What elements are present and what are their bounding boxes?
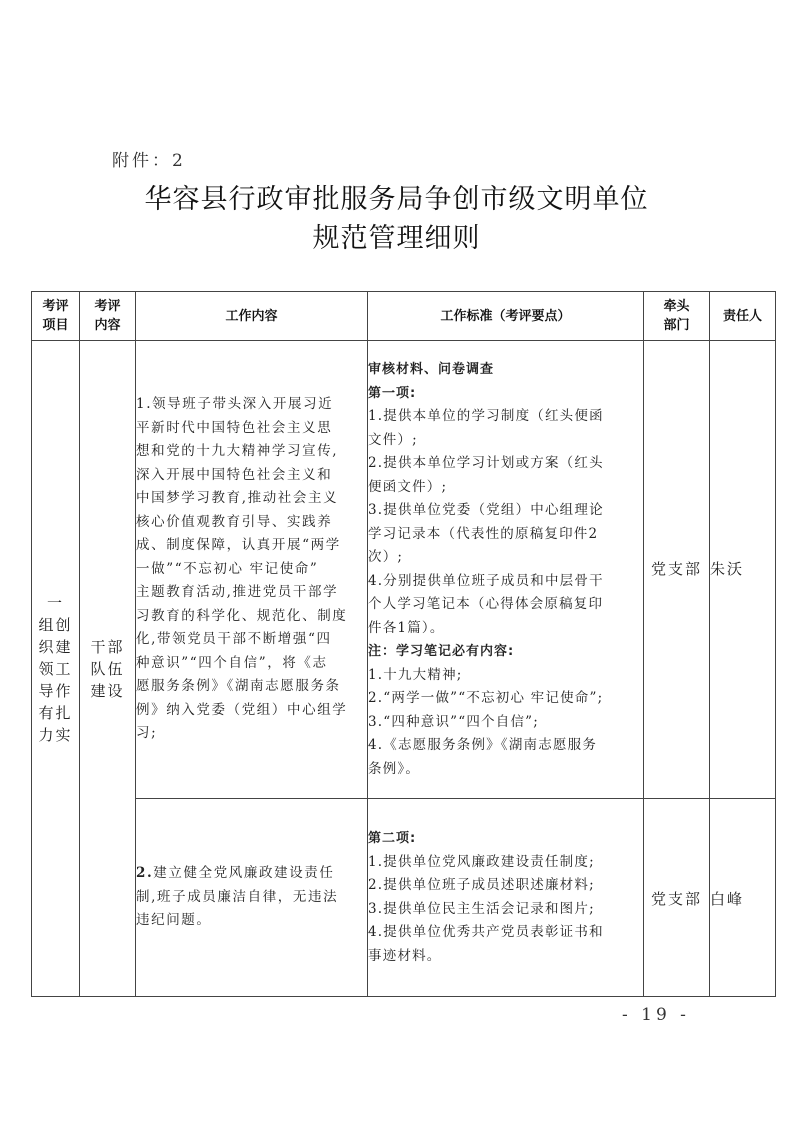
standard-item: 学习记录本（代表性的原稿复印件2: [368, 525, 599, 542]
standard-section-title: 第一项:: [368, 385, 417, 401]
header-text: 考评: [42, 299, 69, 314]
standard-item: 文件）;: [368, 431, 418, 448]
header-work-standard: 工作标准（考评要点）: [368, 292, 644, 341]
work-standard-cell: [368, 341, 644, 799]
category-number: 一: [46, 593, 64, 612]
standard-item: 4.提供单位优秀共产党员表彰证书和: [368, 924, 604, 940]
standard-item: 次）;: [368, 549, 404, 565]
standard-note-item: 1.十九大精神;: [368, 666, 463, 683]
work-content-line: 想和党的十九大精神学习宣传,: [136, 443, 339, 460]
document-title-line-2: 规范管理细则: [312, 223, 481, 254]
header-text: 内容: [94, 318, 121, 333]
work-content-line: 习;: [136, 725, 158, 742]
work-content-line: 愿服务条例》《湖南志愿服务条: [136, 678, 341, 695]
header-responsible-person: 责任人: [710, 292, 776, 341]
category-text: 领工: [38, 659, 73, 678]
category-text: 力实: [38, 725, 73, 744]
standard-item: 2.提供本单位学习计划或方案（红头: [368, 455, 604, 471]
header-evaluation-content: [80, 292, 136, 341]
standard-item: 事迹材料。: [368, 947, 442, 964]
work-content-line: 一做”“不忘初心 牢记使命”: [136, 560, 319, 577]
category-text: 组创: [38, 615, 73, 634]
standard-item: 2.提供单位班子成员述职述廉材料;: [368, 877, 595, 893]
standard-note-heading: 注：学习笔记必有内容:: [368, 644, 515, 659]
standard-item: 3.提供单位党委（党组）中心组理论: [368, 502, 604, 518]
standard-note-item: 3.“四种意识”“四个自信”;: [368, 713, 540, 730]
sub-category-text: 建设: [90, 681, 125, 700]
work-content-cell: [136, 799, 368, 997]
category-text: 织建: [38, 637, 73, 656]
work-content-number: 2.: [136, 865, 154, 882]
work-content-line: 核心价值观教育引导、实践养: [136, 513, 333, 530]
standard-note-item: 条例》。: [368, 760, 421, 777]
work-content-line: 深入开展中国特色社会主义和: [136, 466, 333, 483]
work-content-line: 违纪问题。: [136, 912, 212, 929]
category-cell: [32, 341, 80, 997]
work-content-line: 平新时代中国特色社会主义思: [136, 419, 333, 436]
table-row: [32, 799, 776, 997]
page-number: - 19 -: [622, 1005, 690, 1025]
standard-section-title: 第二项:: [368, 831, 417, 846]
attachment-label: 附件：2: [112, 151, 186, 171]
lead-department-cell: 党支部: [644, 799, 710, 997]
responsible-person-cell: 朱沃: [710, 341, 776, 799]
work-content-line: 种意识”“四个自信”，将《志: [136, 654, 328, 671]
header-lead-department: [644, 292, 710, 341]
work-content-line: 化,带领党员干部不断增强“四: [136, 631, 332, 648]
sub-category-text: 队伍: [90, 659, 125, 678]
standard-item: 3.提供单位民主生活会记录和图片;: [368, 900, 595, 917]
table-header-row: [32, 292, 776, 341]
document-title-line-1: 华容县行政审批服务局争创市级文明单位: [144, 184, 649, 215]
work-content-line: 习教育的科学化、规范化、制度: [136, 607, 348, 624]
category-text: 有扎: [38, 703, 73, 722]
work-content-line: 2.建立健全党风廉政建设责任: [136, 865, 335, 882]
standard-heading: 审核材料、问卷调查: [368, 362, 495, 377]
standard-item: 1.提供单位党风廉政建设责任制度;: [368, 853, 595, 870]
sub-category-cell: [80, 341, 136, 997]
standard-item: 件各1篇）。: [368, 619, 445, 636]
lead-department-cell: 党支部: [644, 341, 710, 799]
standard-item: 便函文件）;: [368, 478, 448, 495]
header-text: 牵头: [663, 299, 690, 314]
management-rules-table: [31, 291, 776, 997]
header-work-content: 工作内容: [136, 292, 368, 341]
table-row: [32, 341, 776, 799]
standard-note-item: 4.《志愿服务条例》《湖南志愿服务: [368, 737, 598, 753]
sub-category-text: 干部: [90, 637, 125, 656]
standard-item: 1.提供本单位的学习制度（红头便函: [368, 408, 604, 424]
work-content-line: 中国梦学习教育,推动社会主义: [136, 490, 339, 507]
category-text: 导作: [38, 681, 73, 700]
work-content-line: 1.领导班子带头深入开展习近: [136, 396, 334, 413]
work-content-line: 制,班子成员廉洁自律，无违法: [136, 888, 339, 905]
standard-item: 个人学习笔记本（心得体会原稿复印: [368, 596, 604, 612]
work-content-line: 主题教育活动,推进党员干部学: [136, 584, 339, 601]
work-content-line: 例》纳入党委（党组）中心组学: [136, 701, 348, 718]
work-content-line: 成、制度保障，认真开展“两学: [136, 537, 341, 554]
header-evaluation-item: [32, 292, 80, 341]
work-content-cell: [136, 341, 368, 799]
standard-item: 4.分别提供单位班子成员和中层骨干: [368, 572, 604, 589]
header-text: 部门: [663, 318, 690, 333]
responsible-person-cell: 白峰: [710, 799, 776, 997]
work-standard-cell: [368, 799, 644, 997]
header-text: 项目: [42, 318, 69, 333]
standard-note-item: 2.“两学一做”“不忘初心 牢记使命”;: [368, 690, 604, 706]
header-text: 考评: [94, 299, 121, 314]
